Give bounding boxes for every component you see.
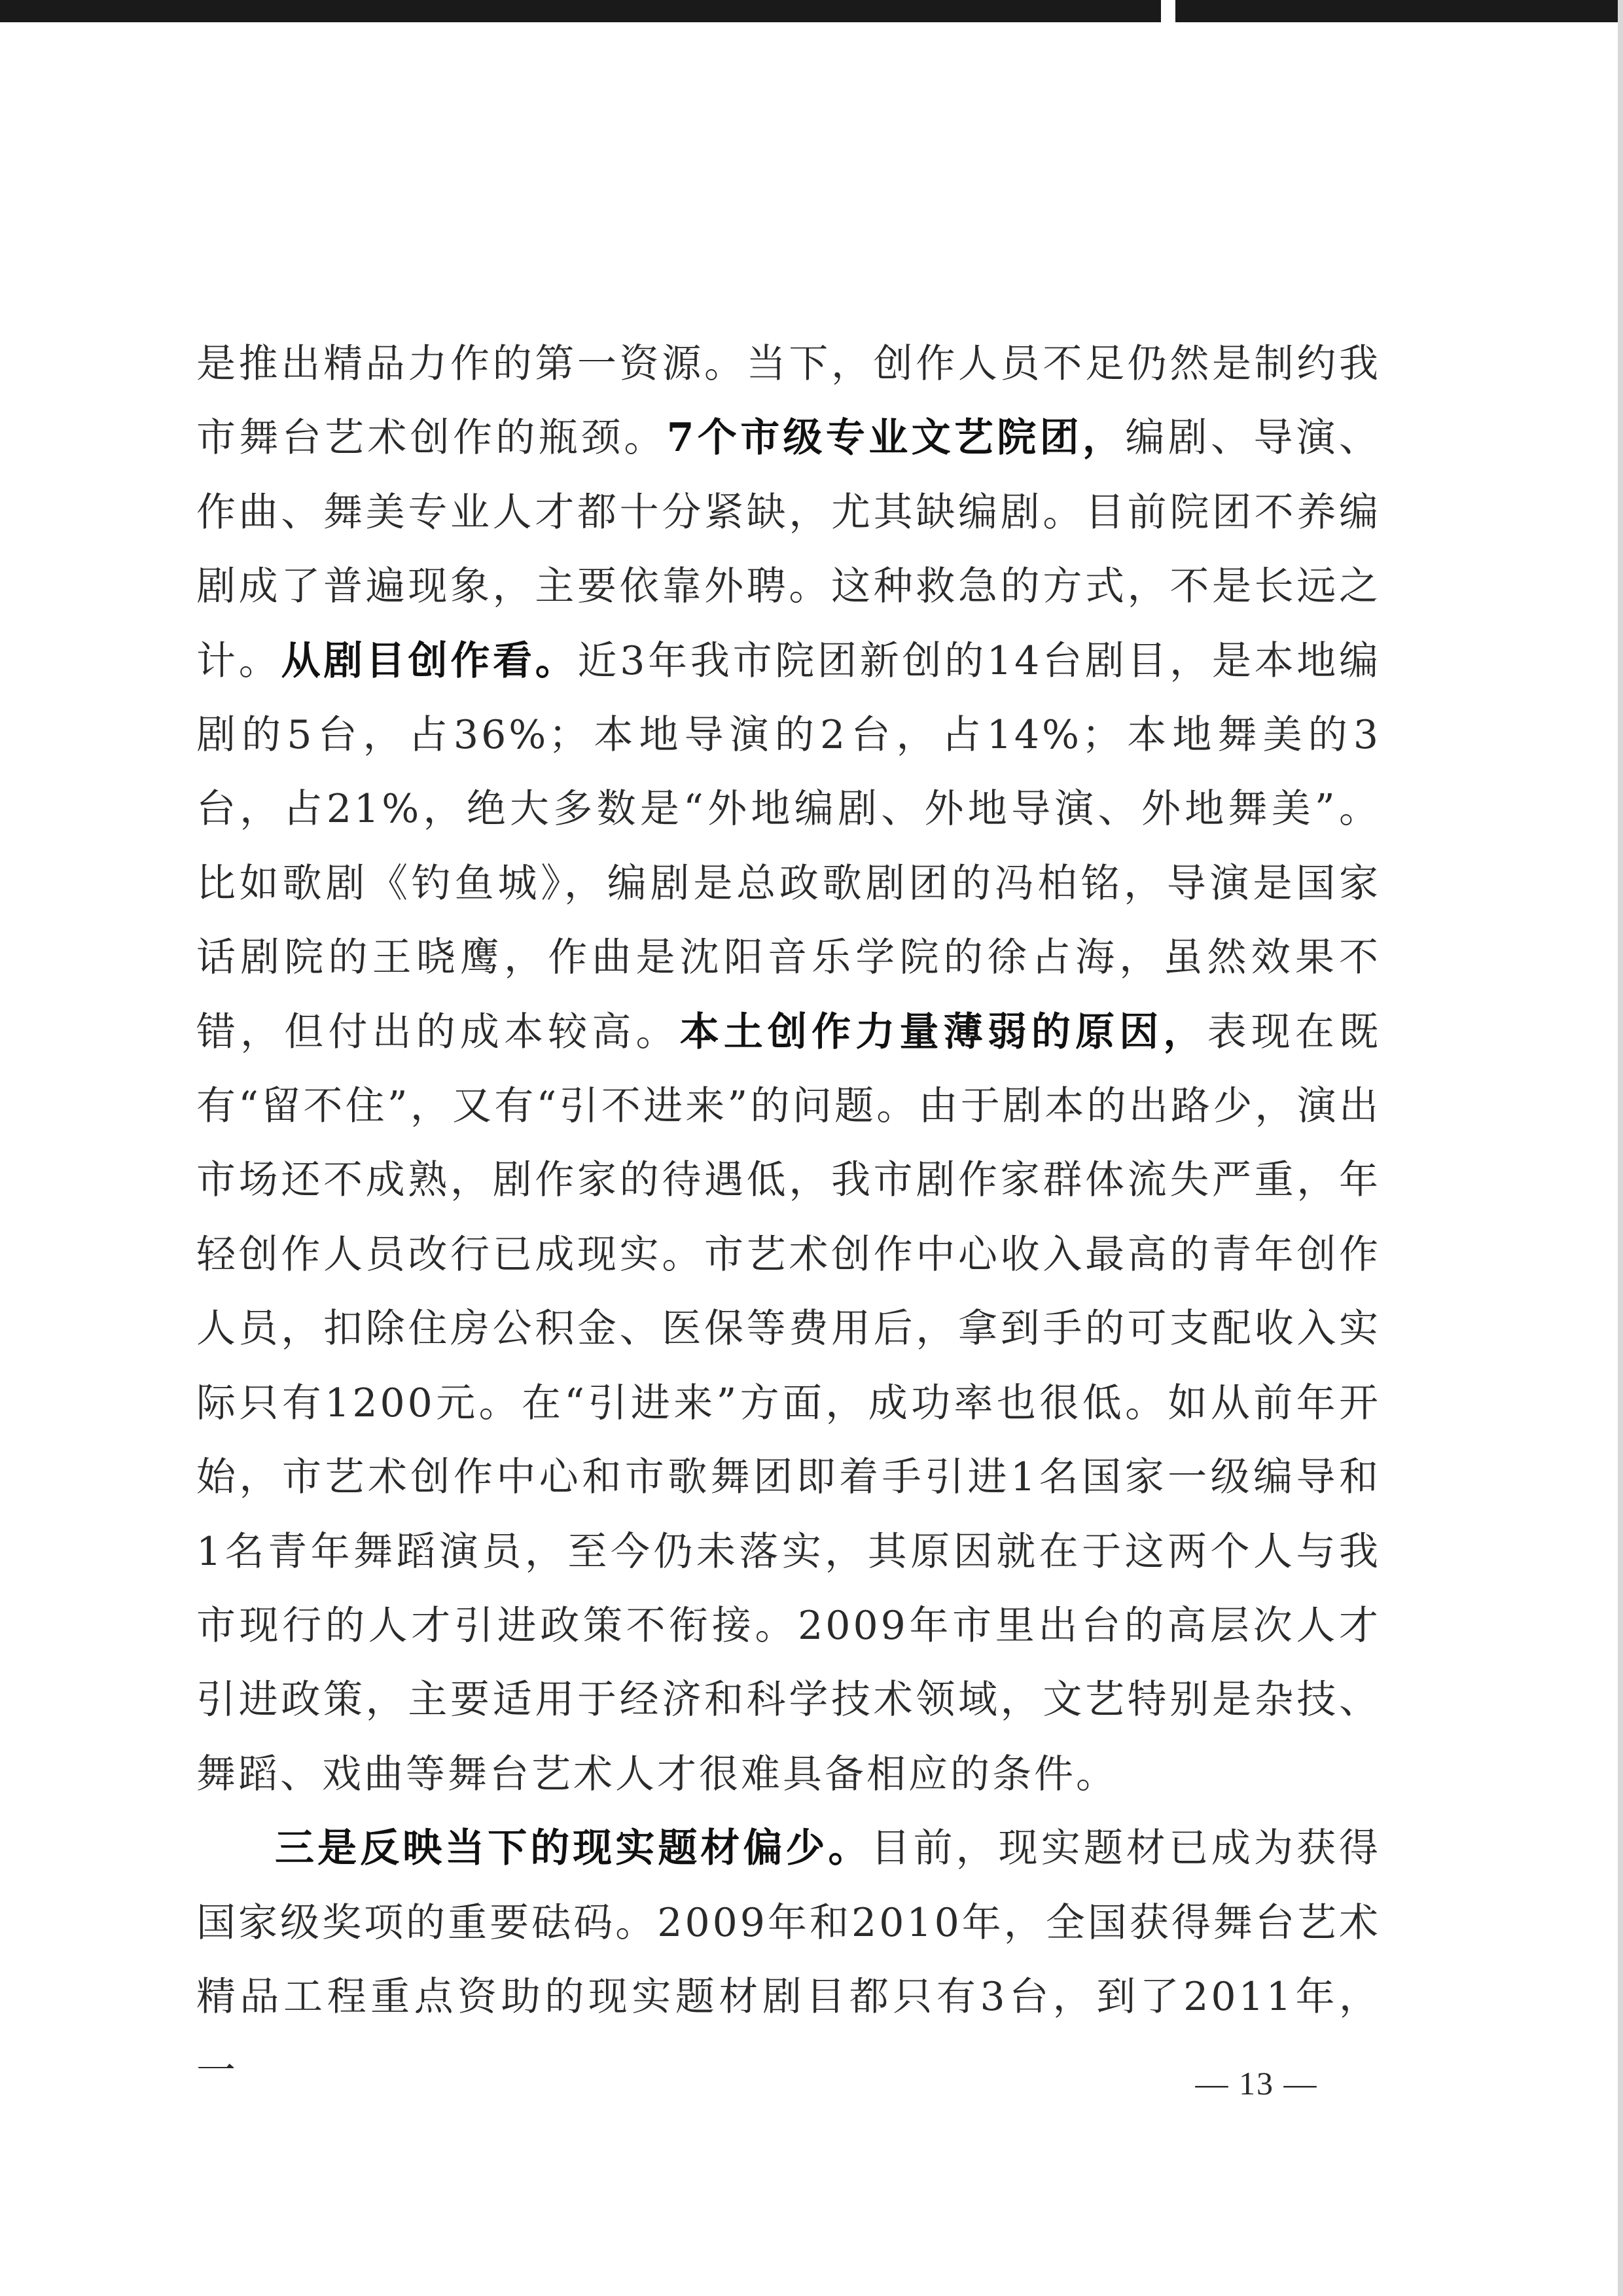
page-body xyxy=(196,327,1381,2109)
scan-edge-right xyxy=(1618,0,1623,2296)
text-run: 编剧、导演、作曲、舞美专业人才都十分紧缺，尤其缺编剧。目前院团不养编剧成了普遍现象，主要依靠外聘。这种救急的方式，不是长远之计。 xyxy=(196,415,1382,684)
bold-phrase: 从剧目创作看。 xyxy=(281,637,578,684)
text-run: 近3年我市院团新创的14台剧目，是本地编剧的5台，占36%；本地导演的2台，占14%；本地舞美的3台，占21%，绝大多数是“外地编剧、外地导演、外地舞美”。比如歌剧《钓鱼城》，编剧是总政歌剧团的冯柏铭，导演是国家话剧院的王晓鹰，作曲是沈阳音乐学院的徐占海，虽然效果不错，但付出的成本较高。 xyxy=(196,637,1382,1055)
page-number: — 13 — xyxy=(1195,2065,1318,2102)
paragraph-continued xyxy=(196,327,1381,1812)
text-run: 目前，现实题材已成为获得国家级奖项的重要砝码。2009年和2010年，全国获得舞台艺术精品工程重点资助的现实题材剧目都只有3台，到了2011年，一 xyxy=(196,1825,1382,2094)
bold-heading: 三是反映当下的现实题材偏少。 xyxy=(275,1825,871,1872)
text-run: 表现在既有“留不住”，又有“引不进来”的问题。由于剧本的出路少，演出市场还不成熟，剧作家的待遇低，我市剧作家群体流失严重，年轻创作人员改行已成现实。市艺术创作中心收入最高的青年创作人员，扣除住房公积金、医保等费用后，拿到手的可支配收入实际只有1200元。在“引进来”方面，成功率也很低。如从前年开始，市艺术创作中心和市歌舞团即着手引进1名国家一级编导和1名青年舞蹈演员，至今仍未落实，其原因就在于这两个人与我市现行的人才引进政策不衔接。2009年市里出台的高层次人才引进政策，主要适用于经济和科学技术领域，文艺特别是杂技、舞蹈、戏曲等舞台艺术人才很难具备相应的条件。 xyxy=(196,1009,1382,1797)
scan-edge-top xyxy=(0,0,1623,22)
text-run: 是推出精品力作的第一资源。当下，创作人员不足仍然是制约我市舞台艺术创作的瓶颈。 xyxy=(196,341,1381,461)
bold-phrase: 7个市级专业文艺院团， xyxy=(666,415,1126,461)
scan-edge-gap xyxy=(1161,0,1175,22)
bold-phrase: 本土创作力量薄弱的原因， xyxy=(679,1009,1207,1055)
